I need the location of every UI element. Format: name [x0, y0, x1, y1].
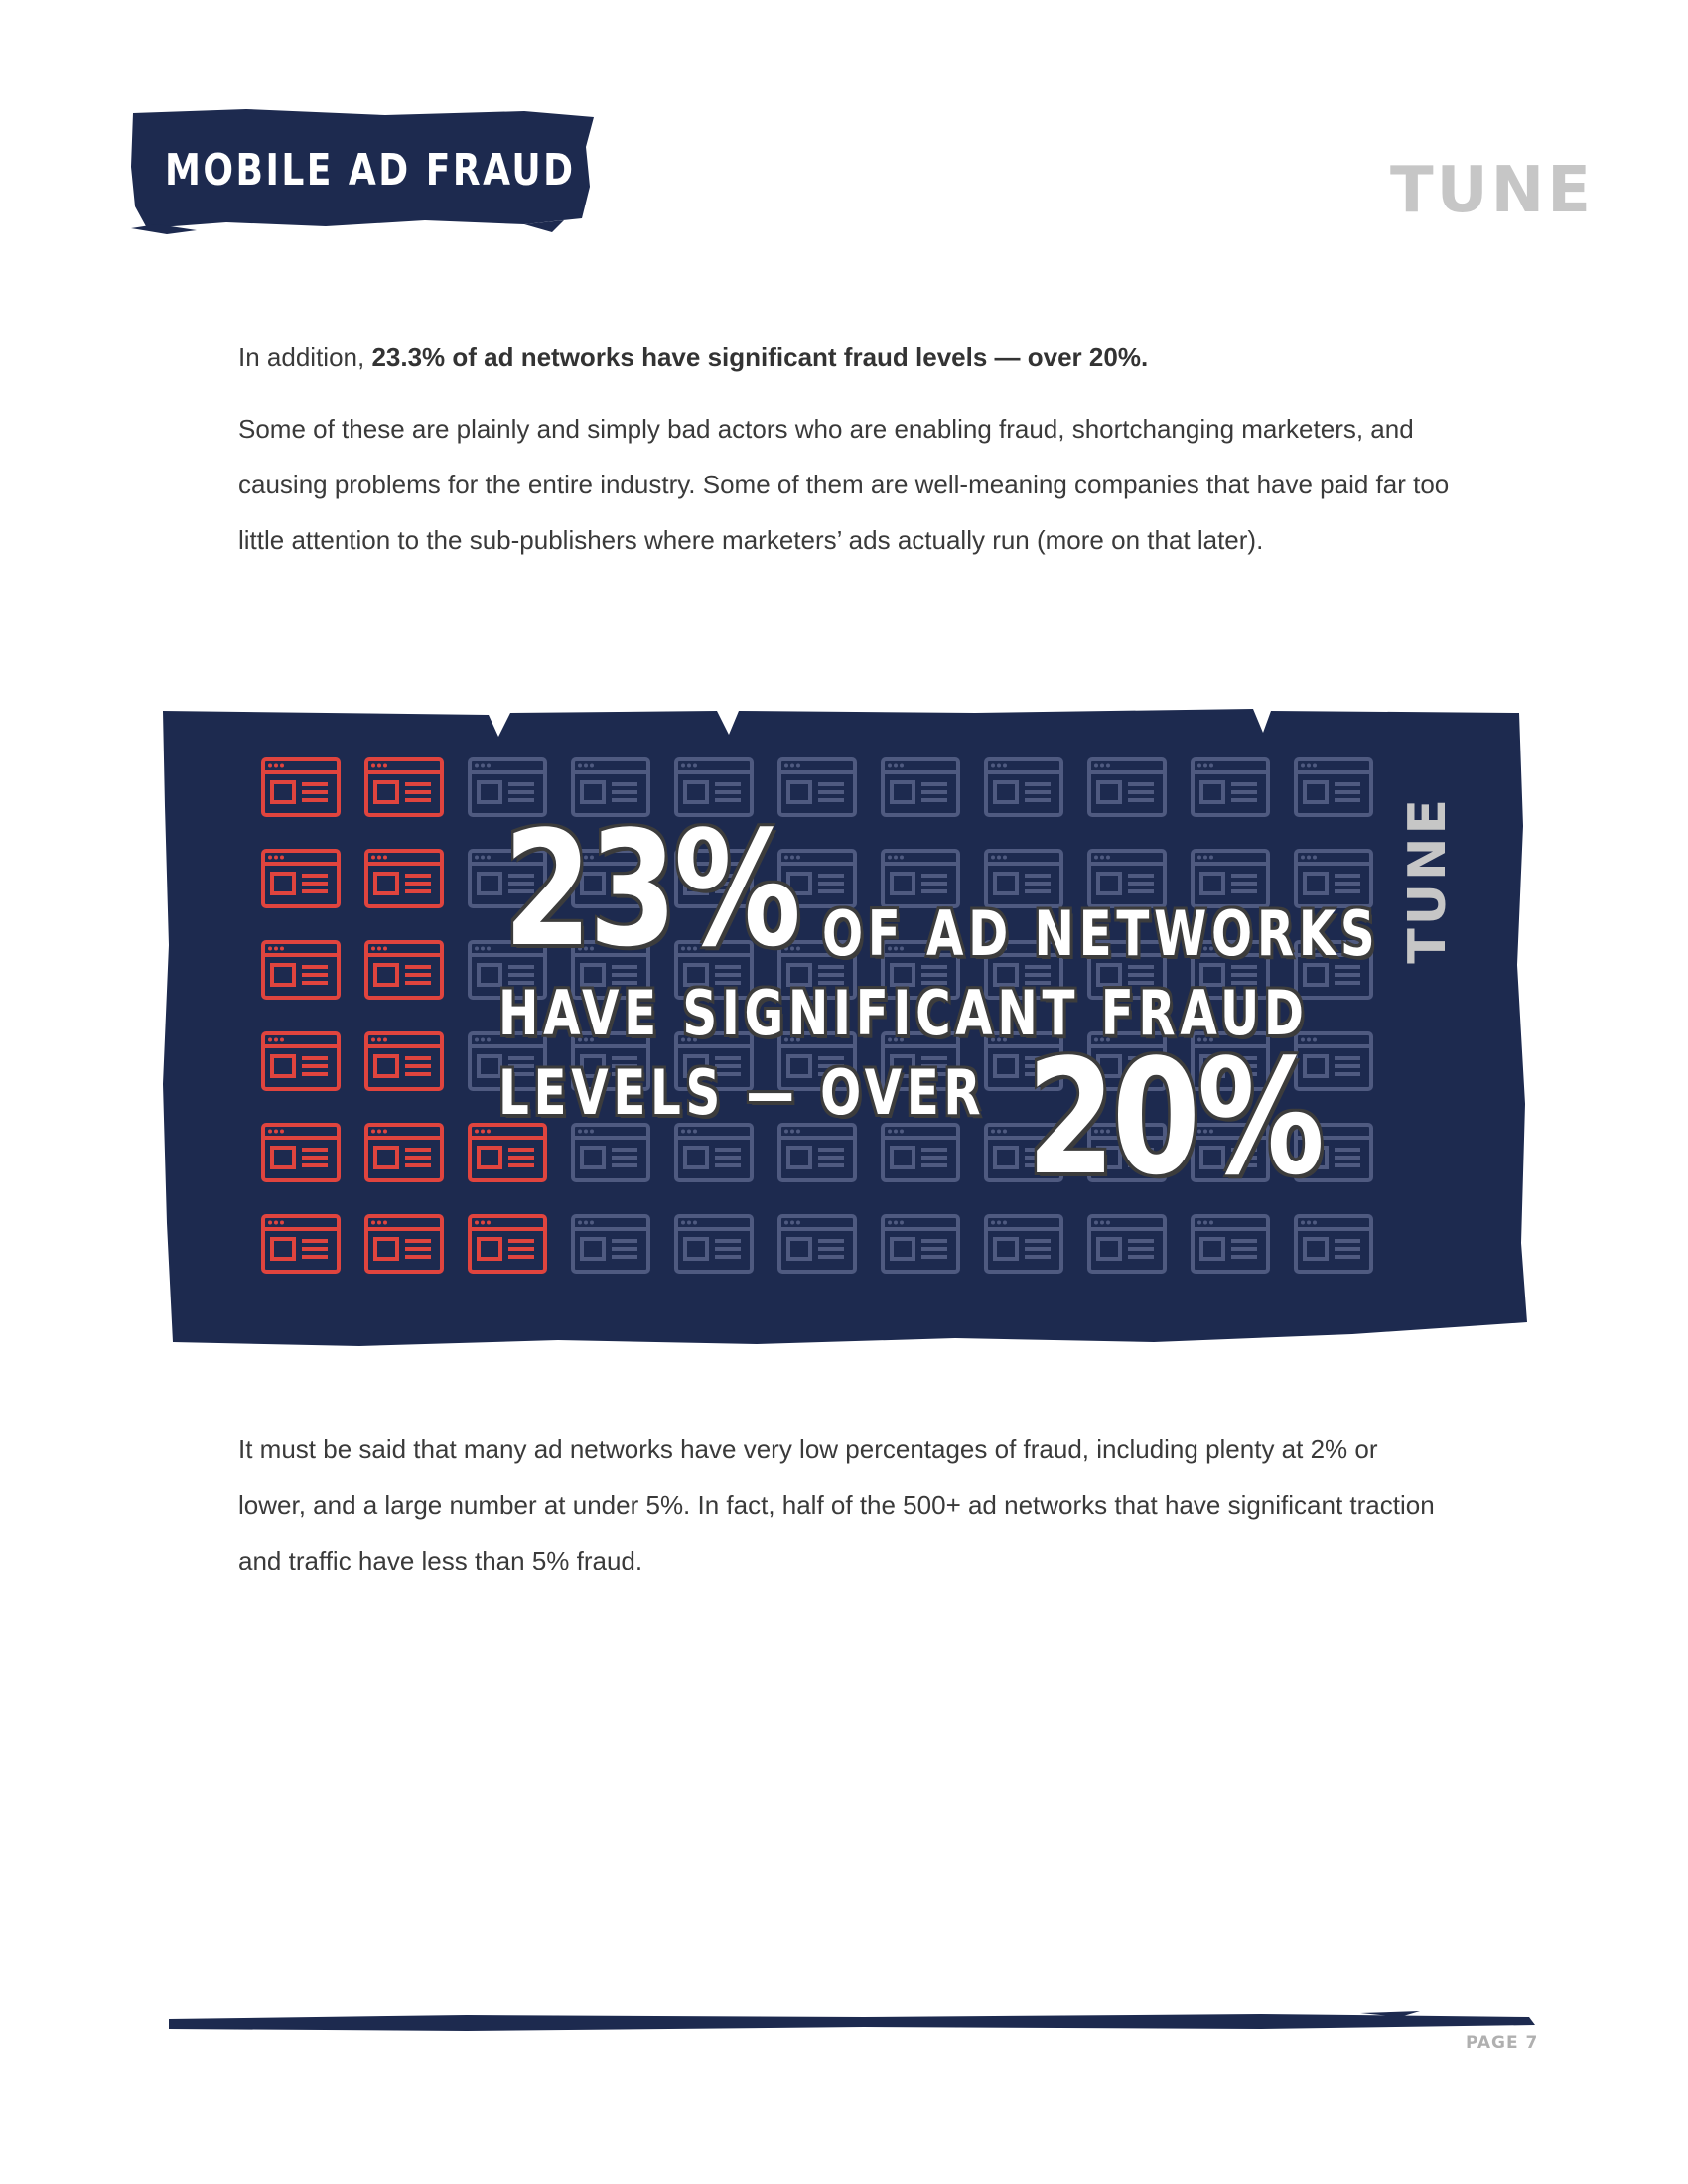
- ad-network-icon: [983, 1213, 1064, 1275]
- ad-network-icon-fraud: [363, 1030, 445, 1092]
- stat-threshold: 20%: [1027, 1024, 1322, 1210]
- fraud-infographic: [161, 707, 1529, 1350]
- stat-percentage: 23%: [503, 796, 798, 982]
- page-number: PAGE 7: [1466, 2033, 1539, 2053]
- ad-network-icon-fraud: [363, 848, 445, 909]
- intro-text: In addition,: [238, 342, 372, 372]
- ad-network-icon: [880, 1213, 961, 1275]
- bad-actors-paragraph: Some of these are plainly and simply bad actors who are enabling fraud, shortchanging marketers, and causing problems for the entire industry. Some of them are well-meaning companies that have paid far too little attention to the sub-publishers where marketers’ ads actually run (more on that later).: [238, 414, 1450, 555]
- ad-network-icon: [570, 1122, 651, 1183]
- ad-network-icon: [570, 1213, 651, 1275]
- ad-network-icon-fraud: [260, 1030, 342, 1092]
- ad-network-icon-fraud: [363, 756, 445, 818]
- ad-network-icon-fraud: [260, 939, 342, 1001]
- ad-network-icon: [673, 1122, 755, 1183]
- ad-network-icon-fraud: [363, 1213, 445, 1275]
- section-header-banner: [127, 107, 602, 248]
- ad-network-icon: [983, 756, 1064, 818]
- intro-paragraph: [238, 330, 1450, 385]
- infographic-tune-logo: TUNE: [1398, 796, 1458, 964]
- ad-network-icon: [1293, 1213, 1374, 1275]
- intro-highlight: 23.3% of ad networks have significant fraud levels — over 20%.: [371, 342, 1149, 372]
- ad-network-icon: [1086, 756, 1168, 818]
- ad-network-icon-fraud: [467, 1213, 548, 1275]
- ad-network-icon: [1293, 756, 1374, 818]
- low-fraud-paragraph: It must be said that many ad networks have very low percentages of fraud, including plenty at 2% or lower, and a large number at under 5%. In fact, half of the 500+ ad networks that have significant traction and traffic have less than 5% fraud.: [238, 1434, 1435, 1575]
- ad-network-icon: [673, 1213, 755, 1275]
- ad-network-icon-fraud: [260, 1213, 342, 1275]
- stat-line-2: HAVE SIGNIFICANT FRAUD: [498, 977, 1309, 1049]
- ad-network-icon-fraud: [467, 1122, 548, 1183]
- ad-network-icon: [1086, 1213, 1168, 1275]
- tune-logo: TUNE: [1390, 154, 1594, 227]
- ad-network-icon: [776, 1213, 858, 1275]
- ad-network-icon: [1190, 1213, 1271, 1275]
- ad-network-icon-fraud: [363, 1122, 445, 1183]
- ad-network-icon: [880, 756, 961, 818]
- stat-line-3: LEVELS — OVER: [498, 1056, 986, 1129]
- ad-network-icon: [776, 1122, 858, 1183]
- ad-network-icon: [1190, 756, 1271, 818]
- ad-network-icon-fraud: [260, 848, 342, 909]
- stat-line-1: OF AD NETWORKS: [822, 897, 1380, 970]
- section-title: MOBILE AD FRAUD: [165, 145, 576, 196]
- footer-brush-rule: [169, 2011, 1539, 2035]
- ad-network-icon-fraud: [260, 756, 342, 818]
- ad-network-icon-fraud: [363, 939, 445, 1001]
- ad-network-icon: [880, 1122, 961, 1183]
- ad-network-icon-fraud: [260, 1122, 342, 1183]
